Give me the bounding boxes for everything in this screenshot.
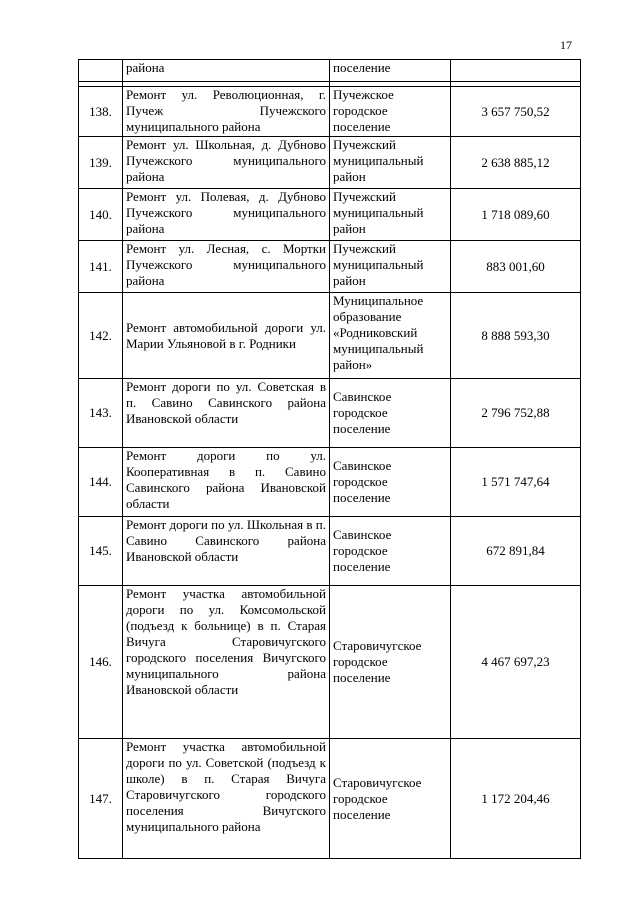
object-name: Ремонт участка автомобильной дороги по ул. Советской (подъезд к школе) в п. Старая Вичуга Старовичугского городского поселения Вичугского муниципального района [123,739,330,859]
object-name: Ремонт ул. Лесная, с. Мортки Пучежского муниципального района [123,241,330,293]
table-row [79,137,581,189]
municipality: Пучежский муниципальный район [330,241,451,293]
amount: 672 891,84 [451,517,581,586]
table-row [79,448,581,517]
table-row [79,189,581,241]
row-number: 143. [79,379,123,448]
row-number: 142. [79,293,123,379]
object-name: Ремонт ул. Школьная, д. Дубново Пучежского муниципального района [123,137,330,189]
object-name: Ремонт дороги по ул. Кооперативная в п. Савино Савинского района Ивановской области [123,448,330,517]
amount: 1 718 089,60 [451,189,581,241]
object-name: Ремонт участка автомобильной дороги по ул. Комсомольской (подъезд к больнице) в п. Старая Вичуга Старовичугского городского поселения Вичугского муниципального района Ивановской области [123,586,330,739]
table-row [79,517,581,586]
table-row [79,87,581,137]
row-number: 138. [79,87,123,137]
row-number: 139. [79,137,123,189]
municipality: Муниципальное образование «Родниковский муниципальный район» [330,293,451,379]
object-name: района [123,60,330,82]
road-repair-table [78,59,581,859]
municipality: Савинское городское поселение [330,517,451,586]
amount: 883 001,60 [451,241,581,293]
row-number [79,60,123,82]
municipality: Пучежский муниципальный район [330,189,451,241]
table-row [79,241,581,293]
municipality: Савинское городское поселение [330,379,451,448]
amount: 1 172 204,46 [451,739,581,859]
table-row [79,739,581,859]
amount: 3 657 750,52 [451,87,581,137]
municipality: Старовичугское городское поселение [330,586,451,739]
municipality: Пучежское городское поселение [330,87,451,137]
row-number: 141. [79,241,123,293]
object-name: Ремонт ул. Революционная, г. Пучеж Пучежского муниципального района [123,87,330,137]
row-number: 147. [79,739,123,859]
amount [451,60,581,82]
amount: 8 888 593,30 [451,293,581,379]
amount: 4 467 697,23 [451,586,581,739]
object-name: Ремонт дороги по ул. Школьная в п. Савино Савинского района Ивановской области [123,517,330,586]
table-row [79,293,581,379]
municipality: Пучежский муниципальный район [330,137,451,189]
municipality: Старовичугское городское поселение [330,739,451,859]
amount: 2 638 885,12 [451,137,581,189]
row-number: 145. [79,517,123,586]
municipality: поселение [330,60,451,82]
table-row [79,586,581,739]
page-number: 17 [560,38,572,52]
row-number: 144. [79,448,123,517]
object-name: Ремонт дороги по ул. Советская в п. Савино Савинского района Ивановской области [123,379,330,448]
row-number: 146. [79,586,123,739]
municipality: Савинское городское поселение [330,448,451,517]
object-name: Ремонт автомобильной дороги ул. Марии Ульяновой в г. Родники [123,293,330,379]
table-row [79,379,581,448]
row-number: 140. [79,189,123,241]
object-name: Ремонт ул. Полевая, д. Дубново Пучежского муниципального района [123,189,330,241]
table-row [79,60,581,82]
amount: 1 571 747,64 [451,448,581,517]
amount: 2 796 752,88 [451,379,581,448]
